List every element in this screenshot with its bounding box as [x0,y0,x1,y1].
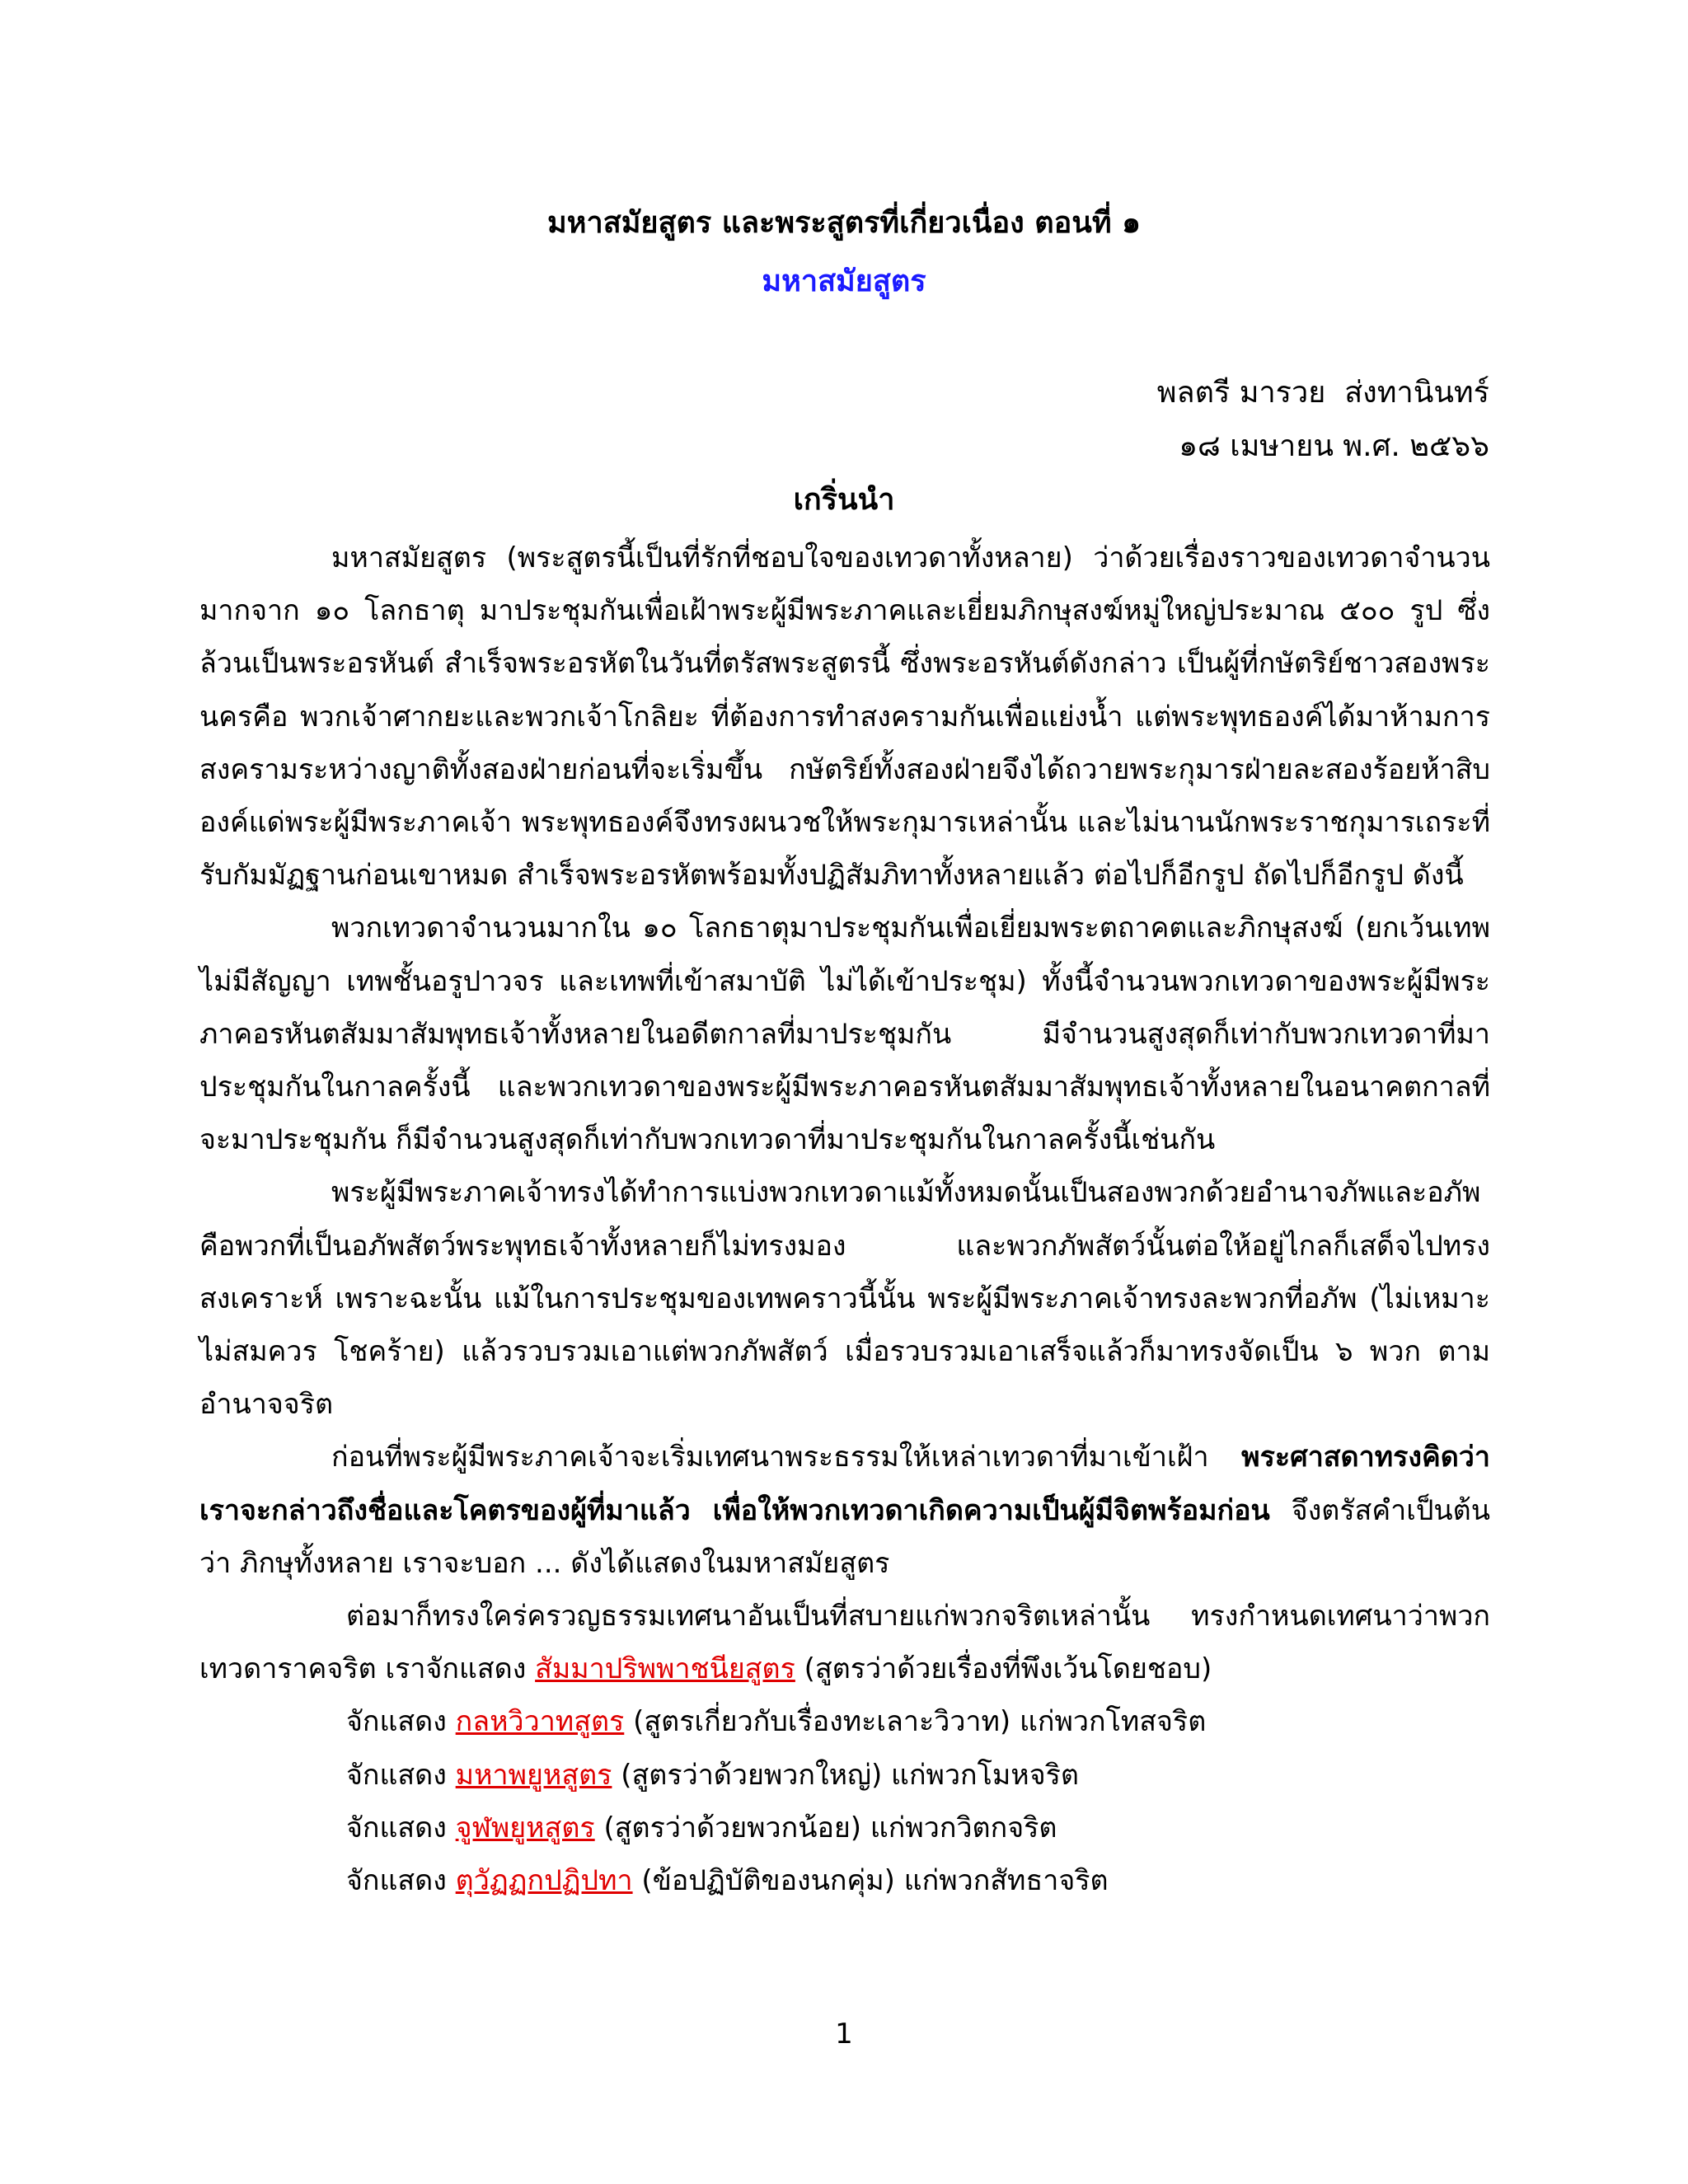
list-item-prefix: จักแสดง [346,1864,456,1898]
date-line: ๑๘ เมษายน พ.ศ. ๒๕๖๖ [1179,429,1489,463]
list-item [199,1695,1490,1748]
list-item-prefix: จักแสดง [346,1811,456,1844]
list-item-prefix: จักแสดง [346,1705,456,1739]
list-item [199,1854,1490,1907]
paragraph-preaching-start: ก่อนที่พระผู้มีพระภาคเจ้าจะเริ่มเทศนาพระธรรมให้เหล่าเทวดาที่มาเข้าเฝ้า [331,1441,1242,1474]
paragraph-intro: มหาสมัยสูตร (พระสูตรนี้เป็นที่รักที่ชอบใจของเทวดาทั้งหลาย) ว่าด้วยเรื่องราวของเทวดาจำนวนมากจาก ๑๐ โลกธาตุ มาประชุมกันเพื่อเฝ้าพระผู้มีพระภาคและเยี่ยมภิกษุสงฆ์หมู่ใหญ่ประมาณ ๕๐๐ รูป ซึ่งล้วนเป็นพระอรหันต์ สำเร็จพระอรหัตในวันที่ตรัสพระสูตรนี้ ซึ่งพระอรหันต์ดังกล่าว เป็นผู้ที่กษัตริย์ชาวสองพระนครคือ พวกเจ้าศากยะและพวกเจ้าโกลิยะ ที่ต้องการทำสงครามกันเพื่อแย่งน้ำ แต่พระพุทธองค์ได้มาห้ามการสงครามระหว่างญาติทั้งสองฝ่ายก่อนที่จะเริ่มขึ้น กษัตริย์ทั้งสองฝ่ายจึงได้ถวายพระกุมารฝ่ายละสองร้อยห้าสิบองค์แด่พระผู้มีพระภาคเจ้า พระพุทธองค์จึงทรงผนวชให้พระกุมารเหล่านั้น และไม่นานนักพระราชกุมารเถระที่รับกัมมัฏฐานก่อนเขาหมด สำเร็จพระอรหัตพร้อมทั้งปฏิสัมภิทาทั้งหลายแล้ว ต่อไปก็อีกรูป ถัดไปก็อีกรูป ดังนี้ [199,541,1490,893]
list-item-suffix: (สูตรเกี่ยวกับเรื่องทะเลาะวิวาท) แก่พวกโทสจริต [624,1705,1207,1739]
section-heading: เกริ่นนำ [793,483,895,517]
author-line: พลตรี มารวย ส่งทานินทร์ [1156,376,1489,410]
sutta-link-kalahavivada[interactable]: กลหวิวาทสูตร [455,1705,625,1739]
paragraph-division: พระผู้มีพระภาคเจ้าทรงได้ทำการแบ่งพวกเทวดาแม้ทั้งหมดนั้นเป็นสองพวกด้วยอำนาจภัพและอภัพ คือพวกที่เป็นอภัพสัตว์พระพุทธเจ้าทั้งหลายก็ไม่ทรงมอง และพวกภัพสัตว์นั้นต่อให้อยู่ไกลก็เสด็จไปทรงสงเคราะห์ เพราะฉะนั้น แม้ในการประชุมของเทพคราวนี้นั้น พระผู้มีพระภาคเจ้าทรงละพวกที่อภัพ (ไม่เหมาะ ไม่สมควร โชคร้าย) แล้วรวบรวมเอาแต่พวกภัพสัตว์ เมื่อรวบรวมเอาเสร็จแล้วก็มาทรงจัดเป็น ๖ พวก ตามอำนาจจริต [199,1176,1490,1422]
list-item-suffix: (ข้อปฏิบัติของนกคุ่ม) แก่พวกสัทธาจริต [632,1864,1109,1898]
sutta-link-sammaparibbajaniya[interactable]: สัมมาปริพพาชนียสูตร [535,1652,795,1686]
document-subtitle: มหาสมัยสูตร [762,265,926,298]
document-body [199,532,1490,1907]
sutta-link-culabyuha[interactable]: จูฬพยูหสูตร [455,1811,595,1844]
list-item [199,1802,1490,1854]
sutta-list-intro-suffix: (สูตรว่าด้วยเรื่องที่พึงเว้นโดยชอบ) [795,1652,1212,1686]
sutta-link-mahabyuha[interactable]: มหาพยูหสูตร [455,1758,612,1792]
paragraph-preaching-bold: พระศาสดาทรงคิดว่า เราจะกล่าวถึงชื่อและโคตรของผู้ที่มาแล้ว เพื่อให้พวกเทวดาเกิดความเป็นผู้มีจิตพร้อมก่อน [199,1441,1490,1527]
paragraph-devas: พวกเทวดาจำนวนมากใน ๑๐ โลกธาตุมาประชุมกันเพื่อเยี่ยมพระตถาคตและภิกษุสงฆ์ (ยกเว้นเทพไม่มีสัญญา เทพชั้นอรูปาวจร และเทพที่เข้าสมาบัติ ไม่ได้เข้าประชุม) ทั้งนี้จำนวนพวกเทวดาของพระผู้มีพระภาคอรหันตสัมมาสัมพุทธเจ้าทั้งหลายในอดีตกาลที่มาประชุมกัน มีจำนวนสูงสุดก็เท่ากับพวกเทวดาที่มาประชุมกันในกาลครั้งนี้ และพวกเทวดาของพระผู้มีพระภาคอรหันตสัมมาสัมพุทธเจ้าทั้งหลายในอนาคตกาลที่จะมาประชุมกัน ก็มีจำนวนสูงสุดก็เท่ากับพวกเทวดาที่มาประชุมกันในกาลครั้งนี้เช่นกัน [199,912,1490,1157]
list-item-suffix: (สูตรว่าด้วยพวกน้อย) แก่พวกวิตกจริต [594,1811,1057,1844]
page-number: 1 [835,2018,853,2050]
paragraph-preaching [199,1431,1490,1590]
list-item-suffix: (สูตรว่าด้วยพวกใหญ่) แก่พวกโมหจริต [612,1758,1079,1792]
document-title: มหาสมัยสูตร และพระสูตรที่เกี่ยวเนื่อง ตอนที่ ๑ [547,206,1141,240]
paragraph-preaching-end: จึงตรัสคำเป็นต้นว่า ภิกษุทั้งหลาย เราจะบอก ... ดังได้แสดงในมหาสมัยสูตร [199,1493,1490,1580]
paragraph-sutta-list-intro [199,1590,1490,1695]
list-item [199,1749,1490,1802]
list-item-prefix: จักแสดง [346,1758,456,1792]
sutta-link-tuvataka[interactable]: ตุวัฏฏกปฏิปทา [455,1864,633,1898]
sutta-list-intro-text: ต่อมาก็ทรงใคร่ครวญธรรมเทศนาอันเป็นที่สบายแก่พวกจริตเหล่านั้น ทรงกำหนดเทศนาว่าพวกเทวดาราคจริต เราจักแสดง [199,1600,1490,1686]
